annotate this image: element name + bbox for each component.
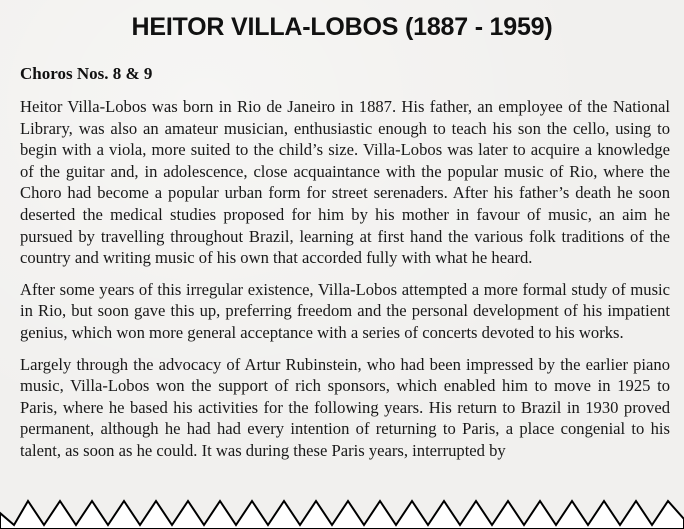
page-title: HEITOR VILLA-LOBOS (1887 - 1959) — [131, 13, 553, 41]
section-heading: Choros Nos. 8 & 9 — [20, 64, 153, 83]
paragraph-2: After some years of this irregular existence, Villa-Lobos attempted a more formal study of music in Rio, but soon gave this up, preferring freedom and the personal development of his impatient genius, which won more general acceptance with a series of concerts devoted to his works. — [20, 279, 670, 342]
paragraph-1: Heitor Villa-Lobos was born in Rio de Janeiro in 1887. His father, an employee of the National Library, was also an amateur musician, enthusiastic enough to teach his son the cello, using to begin with a viola, more suited to the child’s size. Villa-Lobos was later to acquire a knowledge of the guitar and, in adolescence, close acquaintance with the popular music of Rio, where the Choro had become a popular urban form for street serenaders. After his father’s death he soon deserted the medical studies proposed for him by his mother in favour of music, an aim he pursued by travelling throughout Brazil, learning at first hand the various folk traditions of the country and writing music of his own that accorded fully with what he heard. — [20, 97, 670, 268]
paragraph-3: Largely through the advocacy of Artur Rubinstein, who had been impressed by the earlier piano music, Villa-Lobos won the support of rich sponsors, which enabled him to move in 1925 to Paris, where he based his activities for the following years. His return to Brazil in 1930 proved permanent, although he had had every intention of returning to Paris, a place congenial to his talent, as soon as he could. It was during these Paris years, interrupted by — [20, 354, 670, 460]
body-text — [20, 96, 670, 472]
torn-edge-decoration — [0, 495, 684, 529]
